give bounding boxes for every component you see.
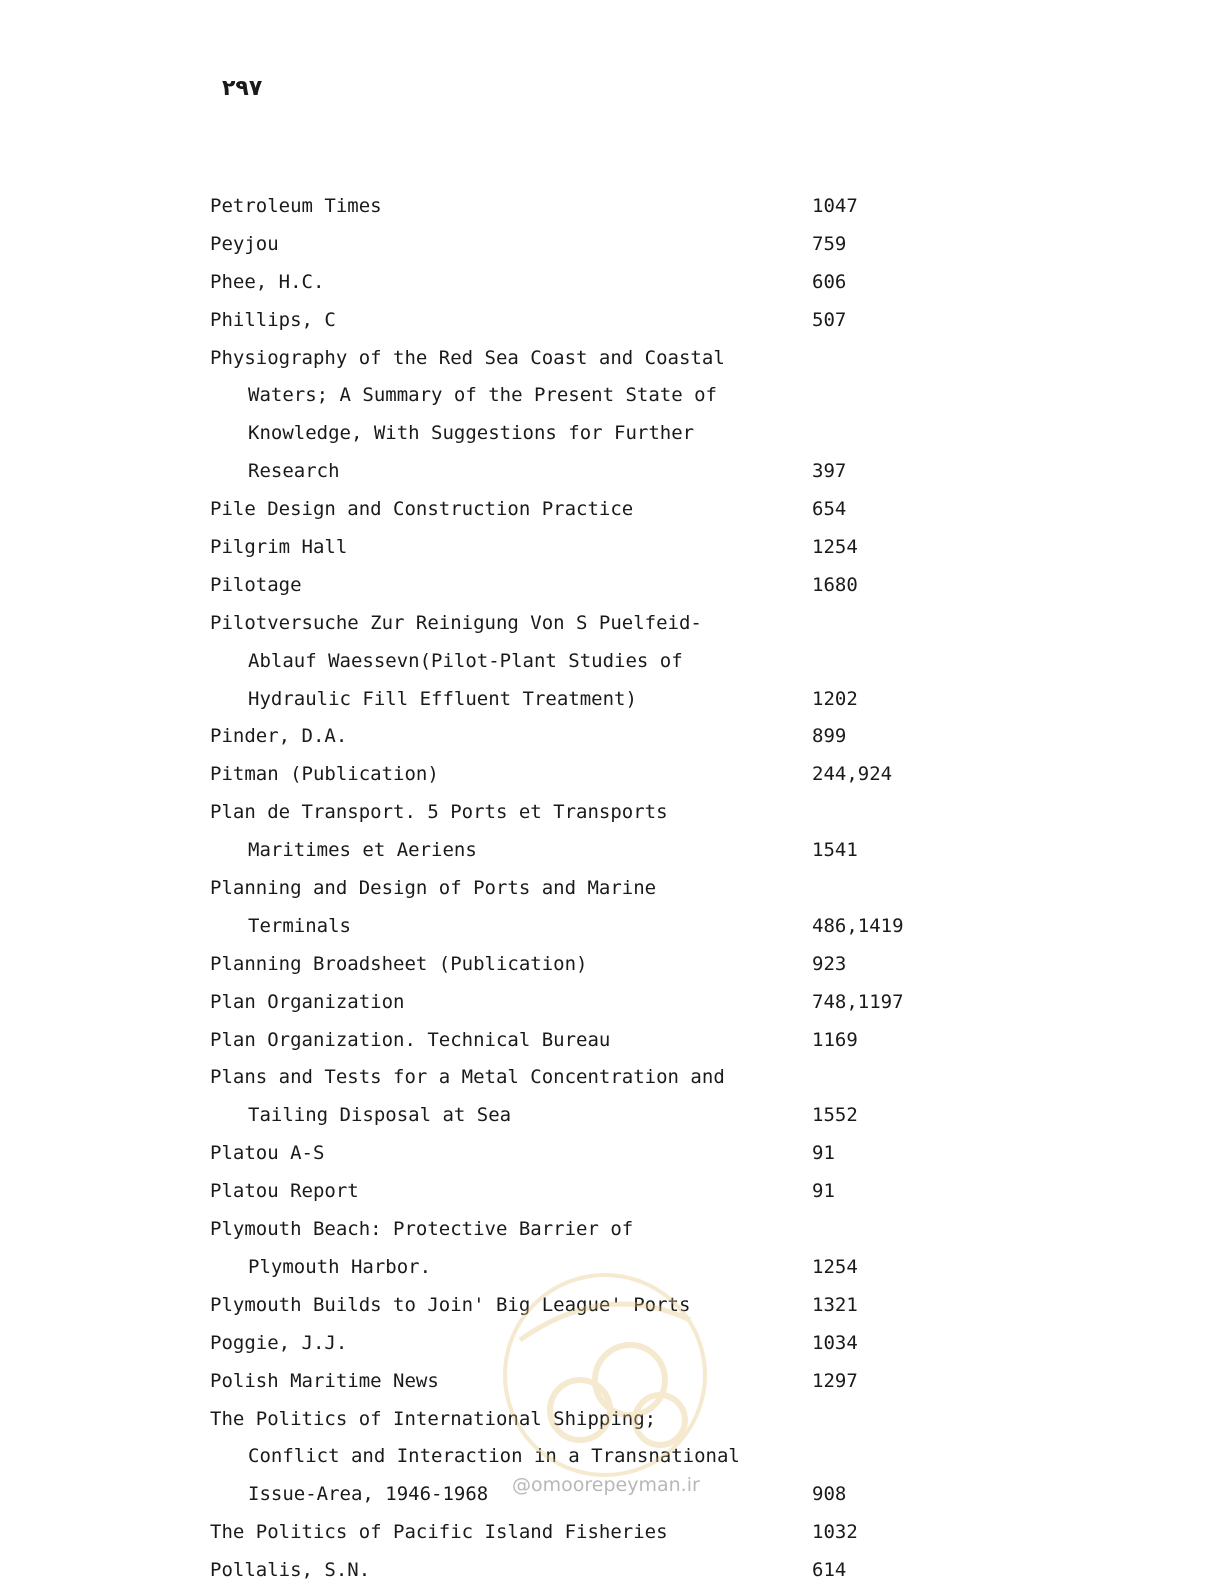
- entry-term: Tailing Disposal at Sea: [248, 1104, 512, 1127]
- entry-term: Peyjou: [210, 232, 279, 255]
- index-entry: [208, 794, 968, 832]
- entry-pages: 1047: [812, 195, 858, 217]
- entry-term: Plymouth Builds to Join' Big League' Ports: [210, 1293, 691, 1316]
- entry-term: Hydraulic Fill Effluent Treatment): [248, 687, 637, 710]
- index-entry: [208, 1287, 968, 1325]
- index-entry: [208, 984, 968, 1022]
- entry-pages: 899: [812, 725, 847, 748]
- entry-pages: 1297: [812, 1369, 858, 1392]
- index-entry: [208, 340, 968, 378]
- entry-pages: 507: [812, 308, 847, 331]
- index-entry: [208, 302, 968, 340]
- entry-pages: 1680: [812, 573, 858, 596]
- entry-term: Planning Broadsheet (Publication): [210, 952, 588, 975]
- entry-term: Pilgrim Hall: [210, 536, 348, 559]
- entry-pages: 614: [812, 1559, 847, 1582]
- index-entry: [208, 1022, 968, 1060]
- index-entry: [208, 415, 968, 453]
- entry-term: Platou A-S: [210, 1142, 325, 1165]
- index-entry: [208, 870, 968, 908]
- entry-term: Phee, H.C.: [210, 270, 325, 293]
- index-entry: [208, 946, 968, 984]
- index-entry: [208, 529, 968, 567]
- index-entry: [208, 718, 968, 756]
- entry-pages: 1202: [812, 687, 858, 710]
- entry-term: Plans and Tests for a Metal Concentration and: [210, 1066, 725, 1089]
- index-entry: [208, 832, 968, 870]
- entry-pages: 654: [812, 498, 847, 521]
- entry-pages: 91: [812, 1142, 835, 1165]
- entry-pages: 1169: [812, 1028, 858, 1051]
- index-entry: [208, 1211, 968, 1249]
- index-entry: [208, 1552, 968, 1590]
- entry-pages: 1032: [812, 1521, 858, 1544]
- entry-term: Polish Maritime News: [210, 1369, 439, 1392]
- index-entry: [208, 491, 968, 529]
- index-entry: [208, 264, 968, 302]
- index-entry: [208, 643, 968, 681]
- entry-pages: 923: [812, 952, 847, 975]
- entry-pages: 397: [812, 460, 847, 483]
- entry-term: Plan de Transport. 5 Ports et Transports: [210, 801, 668, 824]
- entry-pages: 1034: [812, 1331, 858, 1354]
- index-entry: [208, 1059, 968, 1097]
- entry-pages: 606: [812, 270, 847, 293]
- index-entry: [208, 188, 968, 226]
- entry-pages: 1254: [812, 536, 858, 559]
- entry-term: Pinder, D.A.: [210, 725, 348, 748]
- entry-term: Plan Organization. Technical Bureau: [210, 1028, 611, 1051]
- index-entry: [208, 453, 968, 491]
- index-entry: [208, 1097, 968, 1135]
- entry-term: Pile Design and Construction Practice: [210, 498, 634, 521]
- index-entry: [208, 605, 968, 643]
- index-entry: [208, 756, 968, 794]
- entry-term: Petroleum Times: [210, 195, 382, 217]
- index-entry: [208, 377, 968, 415]
- entry-term: Planning and Design of Ports and Marine: [210, 877, 657, 900]
- entry-pages: 759: [812, 232, 847, 255]
- entry-term: Physiography of the Red Sea Coast and Coastal: [210, 346, 725, 369]
- entry-term: Maritimes et Aeriens: [248, 839, 477, 862]
- entry-pages: 748,1197: [812, 990, 904, 1013]
- index-list: [208, 188, 968, 1590]
- entry-pages: 1541: [812, 839, 858, 862]
- entry-term: Plymouth Beach: Protective Barrier of: [210, 1218, 634, 1241]
- page-number: ۲۹۷: [222, 76, 263, 101]
- index-entry: [208, 1401, 968, 1439]
- index-entry: [208, 1249, 968, 1287]
- entry-term: The Politics of Pacific Island Fisheries: [210, 1521, 668, 1544]
- entry-term: Plymouth Harbor.: [248, 1255, 432, 1278]
- index-entry: [208, 567, 968, 605]
- entry-term: Issue-Area, 1946-1968: [248, 1483, 489, 1506]
- entry-term: Pilotversuche Zur Reinigung Von S Puelfeid-: [210, 611, 702, 634]
- index-entry: [208, 681, 968, 719]
- entry-term: Ablauf Waessevn(Pilot-Plant Studies of: [248, 649, 683, 672]
- entry-term: Platou Report: [210, 1180, 359, 1203]
- index-entry: [208, 1438, 968, 1476]
- entry-pages: 1254: [812, 1255, 858, 1278]
- entry-term: The Politics of International Shipping;: [210, 1407, 657, 1430]
- entry-pages: 486,1419: [812, 914, 904, 937]
- entry-term: Pitman (Publication): [210, 763, 439, 786]
- entry-term: Pollalis, S.N.: [210, 1559, 371, 1582]
- watermark-text: @omoorepeyman.ir: [512, 1474, 700, 1496]
- entry-term: Research: [248, 460, 340, 483]
- entry-term: Terminals: [248, 914, 351, 937]
- index-entry: [208, 908, 968, 946]
- index-entry: [208, 226, 968, 264]
- entry-term: Pilotage: [210, 573, 302, 596]
- index-entry: [208, 1325, 968, 1363]
- entry-pages: 91: [812, 1180, 835, 1203]
- entry-pages: 1321: [812, 1293, 858, 1316]
- entry-term: Poggie, J.J.: [210, 1331, 348, 1354]
- index-entry: [208, 1514, 968, 1552]
- entry-pages: 244,924: [812, 763, 893, 786]
- entry-pages: 1552: [812, 1104, 858, 1127]
- entry-pages: 908: [812, 1483, 847, 1506]
- index-entry: [208, 1363, 968, 1401]
- entry-term: Phillips, C: [210, 308, 336, 331]
- entry-term: Plan Organization: [210, 990, 405, 1013]
- index-entry: [208, 1173, 968, 1211]
- entry-term: Conflict and Interaction in a Transnational: [248, 1445, 740, 1468]
- entry-term: Waters; A Summary of the Present State of: [248, 384, 717, 407]
- entry-term: Knowledge, With Suggestions for Further: [248, 422, 695, 445]
- index-entry: [208, 1135, 968, 1173]
